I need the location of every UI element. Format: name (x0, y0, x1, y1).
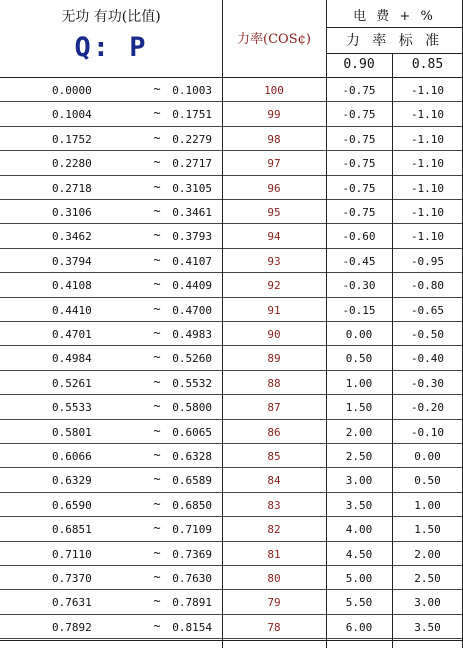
fee-090-cell: 3.50 (345, 498, 373, 512)
fee-085-cell: -1.10 (410, 132, 445, 146)
fee-090-cell: -0.75 (342, 206, 376, 219)
ratio-high-cell: 0.5532 (172, 376, 212, 390)
standard-090-header: 0.90 (343, 57, 375, 72)
fee-085-cell: -1.10 (410, 108, 445, 122)
fee-090-cell: 6.00 (345, 620, 373, 634)
power-factor-cell: 90 (267, 328, 281, 341)
fee-090-cell: -0.75 (342, 157, 376, 171)
power-factor-cell: 96 (267, 181, 281, 195)
power-factor-cell: 98 (267, 132, 281, 146)
power-factor-cell: 97 (267, 157, 281, 171)
ratio-low-cell: 0.3462 (52, 230, 92, 244)
fee-085-cell: 2.50 (414, 572, 441, 585)
range-tilde: ~ (153, 204, 161, 218)
fee-085-cell: 1.50 (414, 523, 441, 537)
table-row (0, 176, 463, 200)
range-tilde: ~ (153, 350, 161, 365)
range-tilde: ~ (153, 618, 161, 633)
table-row (0, 151, 463, 175)
ratio-high-cell: 0.5260 (172, 352, 212, 366)
fee-090-cell: -0.15 (342, 303, 376, 317)
table-row (0, 517, 463, 541)
ratio-high-cell: 0.4700 (172, 303, 212, 317)
fee-085-cell: -1.10 (410, 84, 445, 97)
table-row (0, 273, 463, 297)
range-tilde: ~ (153, 374, 161, 389)
ratio-high-cell: 0.6850 (172, 498, 212, 512)
fee-085-cell: 2.00 (414, 547, 441, 561)
table-row (0, 249, 463, 273)
ratio-low-cell: 0.3794 (52, 254, 92, 268)
range-tilde: ~ (153, 252, 161, 267)
ratio-low-cell: 0.4108 (52, 279, 92, 293)
ratio-low-cell: 0.3106 (52, 206, 92, 219)
ratio-low-cell: 0.6851 (52, 523, 92, 537)
ratio-low-cell: 0.1004 (52, 108, 92, 122)
ratio-title: 无功 有功(比值) (61, 9, 161, 25)
range-tilde: ~ (153, 179, 161, 194)
table-row (0, 542, 463, 566)
table-row (0, 127, 463, 151)
fee-090-cell: 0.50 (345, 352, 373, 366)
grid-line (0, 640, 463, 641)
range-tilde: ~ (153, 155, 161, 170)
table-row (0, 615, 463, 639)
range-tilde: ~ (153, 521, 161, 536)
ratio-high-cell: 0.7891 (172, 596, 212, 610)
power-factor-cell: 91 (267, 303, 281, 317)
fee-085-cell: -0.65 (410, 303, 445, 317)
ratio-low-cell: 0.7892 (52, 620, 92, 634)
grid-line (326, 27, 463, 28)
power-factor-cell: 84 (267, 474, 281, 488)
power-factor-cell: 82 (267, 523, 281, 537)
table-row (0, 566, 463, 590)
ratio-low-cell: 0.7370 (52, 572, 92, 585)
table-row (0, 493, 463, 517)
range-tilde: ~ (153, 423, 161, 438)
power-factor-cell: 87 (267, 401, 281, 415)
ratio-high-cell: 0.7630 (172, 572, 212, 585)
fee-085-cell: -1.10 (410, 230, 445, 244)
range-tilde: ~ (153, 130, 161, 145)
table-row (0, 444, 463, 468)
table-row (0, 590, 463, 614)
fee-085-cell: -1.10 (410, 206, 445, 219)
fee-090-cell: 5.50 (345, 596, 373, 610)
fee-header: 电 费 + % (353, 9, 436, 24)
ratio-low-cell: 0.6066 (52, 450, 92, 463)
grid-line (222, 0, 223, 648)
power-factor-cell: 78 (267, 620, 281, 634)
fee-090-cell: 2.50 (345, 450, 373, 463)
fee-085-cell: 0.50 (414, 474, 441, 488)
table-row (0, 346, 463, 370)
ratio-low-cell: 0.4984 (52, 352, 92, 366)
grid-line (326, 0, 327, 648)
ratio-high-cell: 0.8154 (172, 620, 212, 634)
standard-header: 力 率 标 准 (345, 33, 444, 49)
power-factor-cell: 100 (264, 84, 284, 97)
standard-085-header: 0.85 (411, 57, 444, 72)
table-row (0, 102, 463, 126)
power-factor-cell: 81 (267, 547, 281, 561)
fee-085-cell: -0.20 (410, 401, 445, 415)
ratio-high-cell: 0.3461 (172, 206, 212, 219)
ratio-high-cell: 0.1003 (172, 84, 212, 97)
table-row (0, 78, 463, 102)
ratio-high-cell: 0.6065 (172, 425, 212, 439)
ratio-low-cell: 0.6329 (52, 474, 92, 488)
ratio-high-cell: 0.1751 (172, 108, 212, 122)
grid-line (0, 77, 463, 78)
range-tilde: ~ (153, 496, 161, 511)
ratio-high-cell: 0.3105 (172, 181, 212, 195)
ratio-low-cell: 0.2718 (52, 181, 92, 195)
table-row (0, 322, 463, 346)
ratio-low-cell: 0.5533 (52, 401, 92, 415)
fee-085-cell: -0.80 (410, 279, 445, 293)
ratio-low-cell: 0.4410 (52, 303, 92, 317)
power-factor-cell: 88 (267, 376, 281, 390)
ratio-high-cell: 0.5800 (172, 401, 212, 415)
power-factor-cell: 79 (267, 596, 281, 610)
ratio-high-cell: 0.7109 (172, 523, 212, 537)
fee-090-cell: -0.45 (342, 254, 376, 268)
fee-090-cell: -0.75 (342, 108, 376, 122)
ratio-high-cell: 0.2279 (172, 132, 212, 146)
range-tilde: ~ (153, 448, 161, 462)
power-factor-cell: 85 (267, 450, 281, 463)
power-factor-cell: 89 (267, 352, 281, 366)
ratio-high-cell: 0.3793 (172, 230, 212, 244)
fee-085-cell: -0.10 (410, 425, 445, 439)
ratio-low-cell: 0.6590 (52, 498, 92, 512)
fee-085-cell: -1.10 (410, 157, 445, 171)
qp-label: Q: P (74, 32, 148, 63)
power-factor-cell: 94 (267, 230, 281, 244)
power-factor-cell: 86 (267, 425, 281, 439)
fee-090-cell: 1.50 (345, 401, 373, 415)
range-tilde: ~ (153, 228, 161, 243)
table-row (0, 420, 463, 444)
fee-090-cell: 5.00 (345, 572, 373, 585)
range-tilde: ~ (153, 545, 161, 560)
fee-090-cell: -0.30 (342, 279, 376, 293)
table-row (0, 200, 463, 224)
fee-085-cell: 1.00 (414, 498, 441, 512)
power-factor-cell: 93 (267, 254, 281, 268)
range-tilde: ~ (153, 301, 161, 316)
table-row (0, 371, 463, 395)
fee-090-cell: -0.75 (342, 84, 376, 97)
ratio-high-cell: 0.4409 (172, 279, 212, 293)
fee-085-cell: -1.10 (410, 181, 445, 195)
range-tilde: ~ (153, 472, 161, 487)
range-tilde: ~ (153, 326, 161, 340)
grid-line (392, 54, 393, 648)
ratio-low-cell: 0.5801 (52, 425, 92, 439)
ratio-low-cell: 0.0000 (52, 84, 92, 97)
power-factor-header: 力率(COS¢) (237, 32, 311, 47)
fee-090-cell: 4.50 (345, 547, 373, 561)
range-tilde: ~ (153, 570, 161, 584)
range-tilde: ~ (153, 399, 161, 414)
fee-090-cell: -0.75 (342, 132, 376, 146)
fee-085-cell: -0.50 (410, 328, 445, 341)
fee-085-cell: -0.30 (410, 376, 445, 390)
power-factor-cell: 99 (267, 108, 281, 122)
table-header (0, 0, 463, 78)
fee-085-cell: -0.95 (410, 254, 445, 268)
ratio-high-cell: 0.2717 (172, 157, 212, 171)
power-factor-cell: 92 (267, 279, 281, 293)
grid-line (326, 53, 463, 54)
power-factor-cell: 80 (267, 572, 281, 585)
table-row (0, 298, 463, 322)
fee-090-cell: 3.00 (345, 474, 373, 488)
power-factor-cell: 95 (267, 206, 281, 219)
ratio-high-cell: 0.7369 (172, 547, 212, 561)
table-row (0, 468, 463, 492)
range-tilde: ~ (153, 106, 161, 121)
ratio-low-cell: 0.1752 (52, 132, 92, 146)
range-tilde: ~ (153, 82, 161, 96)
fee-090-cell: 4.00 (345, 523, 373, 537)
ratio-high-cell: 0.6328 (172, 450, 212, 463)
fee-085-cell: -0.40 (410, 352, 445, 366)
range-tilde: ~ (153, 277, 161, 292)
fee-085-cell: 3.50 (414, 620, 441, 634)
ratio-low-cell: 0.5261 (52, 376, 92, 390)
ratio-low-cell: 0.2280 (52, 157, 92, 171)
ratio-low-cell: 0.4701 (52, 328, 92, 341)
fee-090-cell: 2.00 (345, 425, 373, 439)
table-row (0, 395, 463, 419)
fee-090-cell: -0.75 (342, 181, 376, 195)
power-factor-cell: 83 (267, 498, 281, 512)
ratio-low-cell: 0.7631 (52, 596, 92, 610)
ratio-high-cell: 0.6589 (172, 474, 212, 488)
ratio-high-cell: 0.4107 (172, 254, 212, 268)
fee-090-cell: 1.00 (345, 376, 373, 390)
fee-085-cell: 3.00 (414, 596, 441, 610)
ratio-low-cell: 0.7110 (52, 547, 92, 561)
ratio-high-cell: 0.4983 (172, 328, 212, 341)
fee-090-cell: 0.00 (345, 328, 373, 341)
range-tilde: ~ (153, 594, 161, 609)
fee-085-cell: 0.00 (414, 450, 441, 463)
table-row (0, 224, 463, 248)
fee-090-cell: -0.60 (342, 230, 376, 244)
